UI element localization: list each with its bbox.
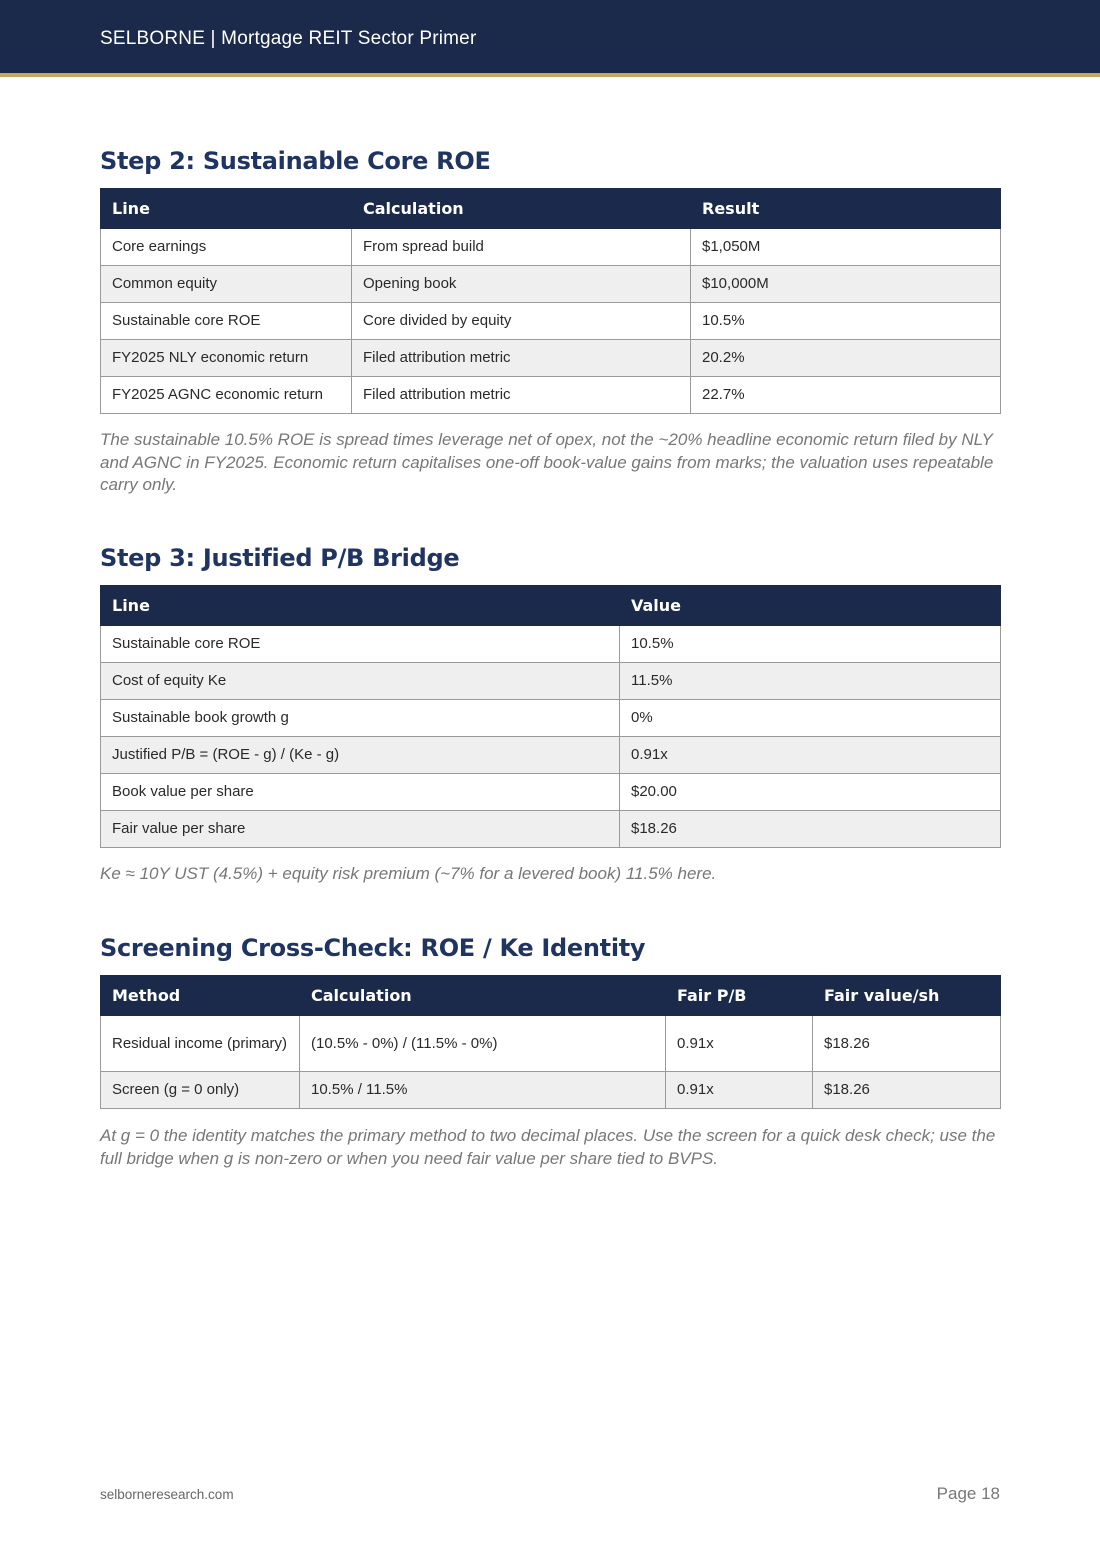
table-cell: 20.2% [691,340,1001,377]
table-cell: 0.91x [620,737,1001,774]
screening-table [100,975,1001,1109]
column-header: Calculation [300,976,666,1016]
table-cell: 10.5% / 11.5% [300,1072,666,1109]
header-title: SELBORNE | Mortgage REIT Sector Primer [100,28,477,49]
table-row [101,737,1001,774]
table-cell: Core earnings [101,229,352,266]
step2-note: The sustainable 10.5% ROE is spread times leverage net of opex, not the ~20% headline economic return filed by NLY and AGNC in FY2025. Economic return capitalises one-off book-value gains from marks; the valuation uses repeatable carry only. [100,430,994,494]
table-cell: FY2025 NLY economic return [101,340,352,377]
table-cell: Filed attribution metric [352,340,691,377]
table-row [101,811,1001,848]
table-cell: Residual income (primary) [101,1016,300,1072]
column-header: Result [691,189,1001,229]
table-cell: 0% [620,700,1001,737]
table-row [101,303,1001,340]
step3-note: Ke ≈ 10Y UST (4.5%) + equity risk premium (~7% for a levered book) 11.5% here. [100,864,717,883]
table-cell: Core divided by equity [352,303,691,340]
table-cell: $1,050M [691,229,1001,266]
table-cell: $18.26 [620,811,1001,848]
table-cell: Justified P/B = (ROE - g) / (Ke - g) [101,737,620,774]
table-row [101,1072,1001,1109]
step2-table [100,188,1001,414]
screening-note: At g = 0 the identity matches the primary method to two decimal places. Use the screen for a quick desk check; use the full bridge when g is non-zero or when you need fair value per share tied to BVPS. [100,1126,996,1168]
table-cell: 10.5% [620,626,1001,663]
table-row [101,700,1001,737]
table-cell: Cost of equity Ke [101,663,620,700]
step3-table [100,585,1001,848]
table-cell: Sustainable core ROE [101,626,620,663]
table-cell: $20.00 [620,774,1001,811]
table-cell: Sustainable core ROE [101,303,352,340]
table-cell: 22.7% [691,377,1001,414]
page-header [0,0,1100,77]
step3-title: Step 3: Justified P/B Bridge [100,544,460,572]
table-cell: 10.5% [691,303,1001,340]
table-cell: (10.5% - 0%) / (11.5% - 0%) [300,1016,666,1072]
table-cell: Sustainable book growth g [101,700,620,737]
column-header: Calculation [352,189,691,229]
table-cell: From spread build [352,229,691,266]
table-row [101,1016,1001,1072]
page-number: Page 18 [936,1484,1000,1503]
table-header-row [101,189,1001,229]
table-cell: $18.26 [813,1072,1001,1109]
table-cell: Common equity [101,266,352,303]
screening-title: Screening Cross-Check: ROE / Ke Identity [100,934,646,962]
table-cell: 0.91x [666,1016,813,1072]
column-header: Fair P/B [666,976,813,1016]
table-cell: $10,000M [691,266,1001,303]
footer-website: selborneresearch.com [100,1487,234,1502]
column-header: Method [101,976,300,1016]
table-cell: 0.91x [666,1072,813,1109]
table-row [101,663,1001,700]
column-header: Line [101,189,352,229]
table-row [101,229,1001,266]
table-row [101,266,1001,303]
table-cell: Screen (g = 0 only) [101,1072,300,1109]
column-header: Value [620,586,1001,626]
table-row [101,626,1001,663]
table-cell: Filed attribution metric [352,377,691,414]
table-header-row [101,976,1001,1016]
table-row [101,340,1001,377]
column-header: Line [101,586,620,626]
table-cell: Book value per share [101,774,620,811]
table-cell: Fair value per share [101,811,620,848]
table-row [101,774,1001,811]
table-cell: Opening book [352,266,691,303]
table-header-row [101,586,1001,626]
column-header: Fair value/sh [813,976,1001,1016]
table-row [101,377,1001,414]
step2-title: Step 2: Sustainable Core ROE [100,147,491,175]
table-cell: 11.5% [620,663,1001,700]
table-cell: FY2025 AGNC economic return [101,377,352,414]
table-cell: $18.26 [813,1016,1001,1072]
